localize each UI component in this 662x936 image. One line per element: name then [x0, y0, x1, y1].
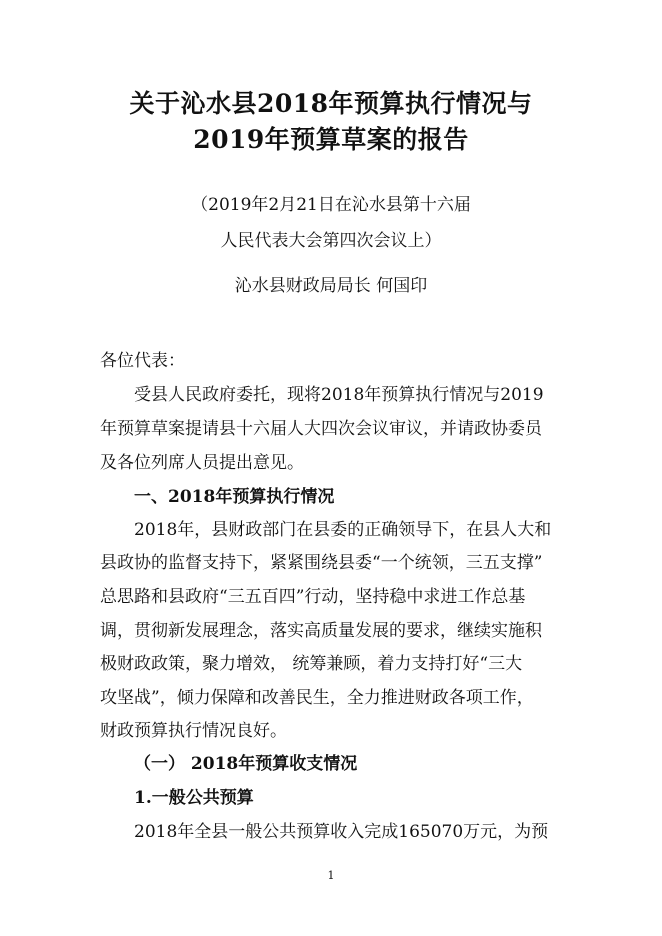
paragraph-2-line-7: 财政预算执行情况良好。 [100, 721, 287, 741]
paragraph-2-line-2: 县政协的监督支持下，紧紧围绕县委“一个统领，三五支撑” [100, 553, 543, 573]
title-line-2: 2019年预算草案的报告 [193, 125, 469, 154]
paragraph-2-line-1: 2018年，县财政部门在县委的正确领导下，在县人大和 [134, 520, 552, 540]
item-heading: 1.一般公共预算 [134, 788, 254, 808]
paragraph-2-line-3: 总思路和县政府“三五百四”行动，坚持稳中求进工作总基 [100, 587, 526, 607]
section-heading-1: 一、2018年预算执行情况 [134, 487, 335, 507]
salutation: 各位代表： [100, 351, 185, 371]
paragraph-1-line-2: 年预算草案提请县十六届人大四次会议审议，并请政协委员 [100, 419, 542, 439]
paragraph-1-line-1: 受县人民政府委托，现将2018年预算执行情况与2019 [134, 385, 544, 405]
paragraph-2-line-4: 调，贯彻新发展理念，落实高质量发展的要求，继续实施积 [100, 621, 542, 641]
subsection-heading: （一） 2018年预算收支情况 [134, 754, 358, 774]
paragraph-2-line-6: 攻坚战”，倾力保障和改善民生，全力推进财政各项工作， [100, 688, 534, 708]
title-line-1: 关于沁水县2018年预算执行情况与 [129, 89, 533, 118]
author-line: 沁水县财政局局长 何国印 [234, 276, 428, 296]
paragraph-3-line-1: 2018年全县一般公共预算收入完成165070万元，为预 [134, 822, 549, 842]
page-number: 1 [327, 869, 335, 882]
subtitle-line-1: （2019年2月21日在沁水县第十六届 [191, 195, 471, 215]
paragraph-2-line-5: 极财政政策，聚力增效， 统筹兼顾，着力支持打好“三大 [100, 654, 523, 674]
subtitle-line-2: 人民代表大会第四次会议上） [220, 231, 442, 251]
paragraph-1-line-3: 及各位列席人员提出意见。 [100, 453, 304, 473]
